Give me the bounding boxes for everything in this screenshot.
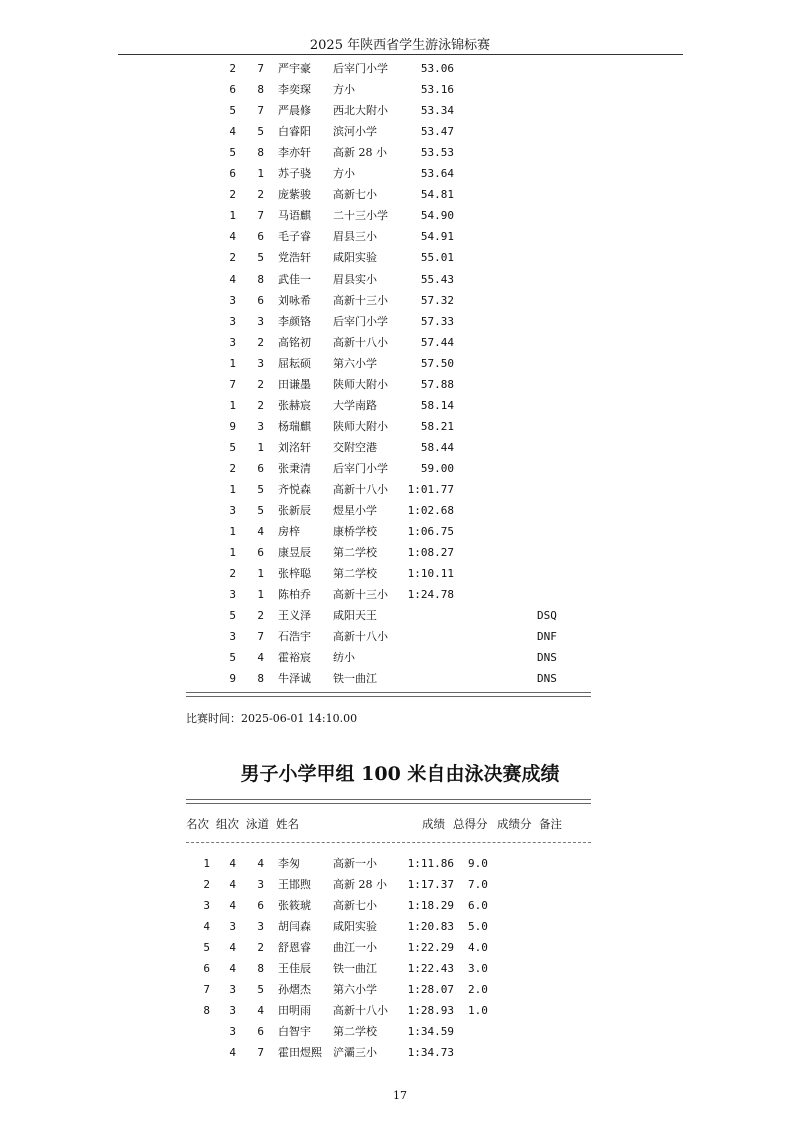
time-cell: 1:34.73 — [407, 1046, 454, 1059]
time-cell: 53.06 — [420, 62, 454, 75]
heat-cell: 4 — [229, 857, 236, 870]
heat-cell: 4 — [229, 1046, 236, 1059]
time-cell: 1:01.77 — [407, 483, 454, 496]
lane-cell: 3 — [257, 314, 264, 328]
lane-cell: 6 — [257, 293, 264, 307]
team-cell: 交附空港 — [333, 440, 377, 454]
rank-cell: 6 — [203, 962, 210, 975]
lane-cell: 2 — [257, 188, 264, 202]
team-cell: 纺小 — [333, 651, 355, 665]
lane-cell: 3 — [257, 356, 264, 370]
team-cell: 高新一小 — [333, 857, 377, 870]
name-cell: 李亦轩 — [278, 146, 311, 160]
table-row — [0, 521, 800, 542]
heat-cell: 6 — [229, 83, 236, 97]
table-row — [0, 853, 800, 874]
name-cell: 张秉清 — [278, 461, 311, 475]
time-cell: 1:08.27 — [407, 546, 454, 560]
lane-cell: 5 — [257, 483, 264, 496]
table-row — [0, 79, 800, 100]
name-cell: 舒恩睿 — [278, 941, 311, 954]
table-row — [0, 121, 800, 142]
team-cell: 陕师大附小 — [333, 419, 388, 433]
time-cell: 1:17.37 — [407, 878, 454, 891]
team-cell: 高新七小 — [333, 899, 377, 912]
name-cell: 严晨修 — [278, 104, 311, 118]
lane-cell: 2 — [257, 377, 264, 391]
heat-cell: 5 — [229, 651, 236, 665]
lane-cell: 3 — [257, 878, 264, 891]
team-cell: 浐灞三小 — [333, 1046, 377, 1059]
team-cell: 第六小学 — [333, 983, 377, 996]
name-cell: 陈柏乔 — [278, 588, 311, 602]
table-row — [0, 874, 800, 895]
time-cell: 58.21 — [420, 419, 454, 433]
time-cell: 53.47 — [420, 125, 454, 139]
heat-cell: 2 — [229, 251, 236, 265]
name-cell: 张赫宸 — [278, 398, 311, 412]
time-cell: 1:02.68 — [407, 504, 454, 518]
team-cell: 咸阳实验 — [333, 251, 377, 265]
time-cell: 57.44 — [420, 335, 454, 349]
time-cell: 57.50 — [420, 356, 454, 370]
name-cell: 毛子睿 — [278, 230, 311, 244]
table-row — [0, 500, 800, 521]
rank-cell: 3 — [203, 899, 210, 912]
heat-cell: 3 — [229, 335, 236, 349]
header-divider — [118, 54, 683, 55]
heat-cell: 9 — [229, 419, 236, 433]
rank-cell: 1 — [203, 857, 210, 870]
col-lane: 泳道 — [246, 817, 269, 831]
name-cell: 刘洺轩 — [278, 440, 311, 454]
time-cell: 59.00 — [420, 461, 454, 475]
name-cell: 屈耘硕 — [278, 356, 311, 370]
match-time: 比赛时间：2025-06-01 14:10.00 — [186, 712, 358, 725]
note-cell: DSQ — [537, 609, 557, 623]
heat-cell: 4 — [229, 230, 236, 244]
lane-cell: 6 — [257, 230, 264, 244]
lane-cell: 4 — [257, 1004, 264, 1017]
lane-cell: 2 — [257, 941, 264, 954]
team-cell: 二十三小学 — [333, 209, 388, 223]
time-cell: 54.90 — [420, 209, 454, 223]
heat-cell: 3 — [229, 504, 236, 518]
heat-cell: 1 — [229, 209, 236, 223]
team-cell: 高新十八小 — [333, 335, 388, 349]
table-row — [0, 1021, 800, 1042]
time-cell: 57.33 — [420, 314, 454, 328]
lane-cell: 7 — [257, 62, 264, 75]
name-cell: 田明雨 — [278, 1004, 311, 1017]
note-cell: DNS — [537, 672, 557, 686]
table-row — [0, 584, 800, 605]
team-cell: 眉县三小 — [333, 230, 377, 244]
table-row — [0, 1042, 800, 1063]
heat-cell: 5 — [229, 146, 236, 160]
double-divider — [186, 692, 591, 697]
name-cell: 孙熠杰 — [278, 983, 311, 996]
points-cell: 9.0 — [468, 857, 488, 870]
table-row — [0, 416, 800, 437]
time-cell: 53.34 — [420, 104, 454, 118]
name-cell: 白智宇 — [278, 1025, 311, 1038]
lane-cell: 2 — [257, 335, 264, 349]
rank-cell: 4 — [203, 920, 210, 933]
lane-cell: 1 — [257, 440, 264, 454]
heat-cell: 5 — [229, 104, 236, 118]
lane-cell: 8 — [257, 83, 264, 97]
lane-cell: 8 — [257, 272, 264, 286]
heat-cell: 7 — [229, 377, 236, 391]
table-row — [0, 311, 800, 332]
table-row — [0, 205, 800, 226]
table-row — [0, 58, 800, 79]
heat-cell: 1 — [229, 483, 236, 496]
heat-cell: 2 — [229, 62, 236, 75]
team-cell: 后宰门小学 — [333, 62, 388, 75]
name-cell: 康昱辰 — [278, 546, 311, 560]
table-row — [0, 1000, 800, 1021]
name-cell: 苏子骁 — [278, 167, 311, 181]
team-cell: 大学南路 — [333, 398, 377, 412]
heat-cell: 5 — [229, 440, 236, 454]
team-cell: 高新七小 — [333, 188, 377, 202]
team-cell: 高新十三小 — [333, 293, 388, 307]
col-heat: 组次 — [216, 817, 239, 831]
lane-cell: 2 — [257, 609, 264, 623]
points-cell: 1.0 — [468, 1004, 488, 1017]
time-cell: 53.16 — [420, 83, 454, 97]
lane-cell: 6 — [257, 546, 264, 560]
table-row — [0, 979, 800, 1000]
name-cell: 李匆 — [278, 857, 300, 870]
name-cell: 庞紫骏 — [278, 188, 311, 202]
name-cell: 张梓聪 — [278, 567, 311, 581]
note-cell: DNF — [537, 630, 557, 644]
name-cell: 杨瑞麒 — [278, 419, 311, 433]
time-cell: 58.44 — [420, 440, 454, 454]
team-cell: 咸阳天王 — [333, 609, 377, 623]
page-header-title: 2025 年陕西省学生游泳锦标赛 — [309, 38, 491, 53]
lane-cell: 6 — [257, 899, 264, 912]
heat-cell: 1 — [229, 398, 236, 412]
lane-cell: 1 — [257, 567, 264, 581]
team-cell: 高新十八小 — [333, 1004, 388, 1017]
table-row — [0, 668, 800, 689]
table-row — [0, 479, 800, 500]
time-cell: 1:34.59 — [407, 1025, 454, 1038]
name-cell: 李颜铬 — [278, 314, 311, 328]
team-cell: 康桥学校 — [333, 525, 377, 539]
team-cell: 方小 — [333, 167, 355, 181]
lane-cell: 4 — [257, 651, 264, 665]
heat-cell: 3 — [229, 983, 236, 996]
heat-cell: 4 — [229, 962, 236, 975]
lane-cell: 1 — [257, 167, 264, 181]
heat-cell: 4 — [229, 272, 236, 286]
name-cell: 刘咏希 — [278, 293, 311, 307]
points-cell: 5.0 — [468, 920, 488, 933]
heat-cell: 1 — [229, 525, 236, 539]
points-cell: 2.0 — [468, 983, 488, 996]
table-row — [0, 647, 800, 668]
lane-cell: 7 — [257, 1046, 264, 1059]
table-row — [0, 916, 800, 937]
name-cell: 李奕琛 — [278, 83, 311, 97]
heat-cell: 3 — [229, 314, 236, 328]
time-cell: 58.14 — [420, 398, 454, 412]
lane-cell: 6 — [257, 1025, 264, 1038]
heat-cell: 3 — [229, 920, 236, 933]
team-cell: 高新 28 小 — [333, 146, 387, 160]
table-row — [0, 437, 800, 458]
time-cell: 1:18.29 — [407, 899, 454, 912]
double-divider — [186, 799, 591, 804]
name-cell: 王佳辰 — [278, 962, 311, 975]
note-cell: DNS — [537, 651, 557, 665]
heat-cell: 4 — [229, 125, 236, 139]
team-cell: 第二学校 — [333, 546, 377, 560]
table-row — [0, 184, 800, 205]
time-cell: 1:20.83 — [407, 920, 454, 933]
name-cell: 房梓 — [278, 525, 300, 539]
table-row — [0, 626, 800, 647]
time-cell: 1:28.07 — [407, 983, 454, 996]
time-cell: 54.81 — [420, 188, 454, 202]
table-row — [0, 958, 800, 979]
lane-cell: 7 — [257, 630, 264, 644]
table-row — [0, 395, 800, 416]
heat-cell: 4 — [229, 941, 236, 954]
col-score: 成绩分 — [497, 817, 532, 831]
points-cell: 4.0 — [468, 941, 488, 954]
heat-cell: 4 — [229, 878, 236, 891]
team-cell: 高新十八小 — [333, 630, 388, 644]
event-title: 男子小学甲组 100 米自由泳决赛成绩 — [240, 763, 560, 785]
name-cell: 张筱琥 — [278, 899, 311, 912]
table-row — [0, 142, 800, 163]
lane-cell: 8 — [257, 146, 264, 160]
table-row — [0, 226, 800, 247]
lane-cell: 8 — [257, 962, 264, 975]
name-cell: 霍裕宸 — [278, 651, 311, 665]
lane-cell: 5 — [257, 504, 264, 518]
time-cell: 1:24.78 — [407, 588, 454, 602]
time-cell: 57.88 — [420, 377, 454, 391]
table-row — [0, 563, 800, 584]
heat-cell: 3 — [229, 630, 236, 644]
table-row — [0, 895, 800, 916]
table-row — [0, 247, 800, 268]
team-cell: 高新十八小 — [333, 483, 388, 496]
table-row — [0, 937, 800, 958]
lane-cell: 1 — [257, 588, 264, 602]
heat-cell: 3 — [229, 293, 236, 307]
table-row — [0, 100, 800, 121]
time-cell: 55.43 — [420, 272, 454, 286]
name-cell: 马语麒 — [278, 209, 311, 223]
time-cell: 1:28.93 — [407, 1004, 454, 1017]
team-cell: 第二学校 — [333, 1025, 377, 1038]
name-cell: 党浩轩 — [278, 251, 311, 265]
team-cell: 第六小学 — [333, 356, 377, 370]
name-cell: 胡闫森 — [278, 920, 311, 933]
team-cell: 铁一曲江 — [333, 962, 377, 975]
time-cell: 1:10.11 — [407, 567, 454, 581]
table-row — [0, 458, 800, 479]
team-cell: 铁一曲江 — [333, 672, 377, 686]
points-cell: 3.0 — [468, 962, 488, 975]
heat-cell: 1 — [229, 546, 236, 560]
rank-cell: 2 — [203, 878, 210, 891]
name-cell: 王义泽 — [278, 609, 311, 623]
name-cell: 田谦墨 — [278, 377, 311, 391]
lane-cell: 7 — [257, 104, 264, 118]
col-time: 成绩 — [422, 817, 445, 831]
team-cell: 西北大附小 — [333, 104, 388, 118]
team-cell: 第二学校 — [333, 567, 377, 581]
name-cell: 白睿阳 — [278, 125, 311, 139]
col-name: 姓名 — [276, 817, 299, 831]
team-cell: 滨河小学 — [333, 125, 377, 139]
name-cell: 齐悦森 — [278, 483, 311, 496]
time-cell: 1:22.29 — [407, 941, 454, 954]
name-cell: 严宇豪 — [278, 62, 311, 75]
team-cell: 咸阳实验 — [333, 920, 377, 933]
heat-cell: 1 — [229, 356, 236, 370]
table-row — [0, 374, 800, 395]
time-cell: 53.64 — [420, 167, 454, 181]
lane-cell: 2 — [257, 398, 264, 412]
dashed-divider — [186, 842, 591, 843]
lane-cell: 6 — [257, 461, 264, 475]
points-cell: 7.0 — [468, 878, 488, 891]
heat-cell: 2 — [229, 461, 236, 475]
page-number: 17 — [393, 1089, 407, 1102]
table-row — [0, 163, 800, 184]
time-cell: 1:22.43 — [407, 962, 454, 975]
rank-cell: 8 — [203, 1004, 210, 1017]
name-cell: 石浩宇 — [278, 630, 311, 644]
team-cell: 高新 28 小 — [333, 878, 387, 891]
lane-cell: 3 — [257, 920, 264, 933]
col-rank: 名次 — [186, 817, 209, 831]
time-cell: 55.01 — [420, 251, 454, 265]
heat-cell: 5 — [229, 609, 236, 623]
name-cell: 霍田煜熙 — [278, 1046, 322, 1059]
team-cell: 煜星小学 — [333, 504, 377, 518]
team-cell: 方小 — [333, 83, 355, 97]
name-cell: 王邯煦 — [278, 878, 311, 891]
table-row — [0, 353, 800, 374]
heat-cell: 3 — [229, 588, 236, 602]
time-cell: 57.32 — [420, 293, 454, 307]
team-cell: 后宰门小学 — [333, 314, 388, 328]
heat-cell: 6 — [229, 167, 236, 181]
table-row — [0, 332, 800, 353]
heat-cell: 2 — [229, 567, 236, 581]
name-cell: 张新辰 — [278, 504, 311, 518]
col-note: 备注 — [539, 817, 562, 831]
lane-cell: 7 — [257, 209, 264, 223]
lane-cell: 5 — [257, 983, 264, 996]
rank-cell: 5 — [203, 941, 210, 954]
name-cell: 牛泽诚 — [278, 672, 311, 686]
heat-cell: 3 — [229, 1004, 236, 1017]
name-cell: 武佳一 — [278, 272, 311, 286]
heat-cell: 4 — [229, 899, 236, 912]
lane-cell: 4 — [257, 525, 264, 539]
table-row — [0, 542, 800, 563]
heat-cell: 2 — [229, 188, 236, 202]
lane-cell: 8 — [257, 672, 264, 686]
team-cell: 后宰门小学 — [333, 461, 388, 475]
time-cell: 53.53 — [420, 146, 454, 160]
col-total: 总得分 — [453, 817, 488, 831]
team-cell: 陕师大附小 — [333, 377, 388, 391]
team-cell: 高新十三小 — [333, 588, 388, 602]
heat-cell: 3 — [229, 1025, 236, 1038]
team-cell: 眉县实小 — [333, 272, 377, 286]
rank-cell: 7 — [203, 983, 210, 996]
team-cell: 曲江一小 — [333, 941, 377, 954]
points-cell: 6.0 — [468, 899, 488, 912]
time-cell: 1:06.75 — [407, 525, 454, 539]
lane-cell: 5 — [257, 251, 264, 265]
time-cell: 1:11.86 — [407, 857, 454, 870]
lane-cell: 5 — [257, 125, 264, 139]
table-row — [0, 290, 800, 311]
lane-cell: 4 — [257, 857, 264, 870]
heat-cell: 9 — [229, 672, 236, 686]
table-row — [0, 269, 800, 290]
lane-cell: 3 — [257, 419, 264, 433]
table-row — [0, 605, 800, 626]
name-cell: 高铭初 — [278, 335, 311, 349]
time-cell: 54.91 — [420, 230, 454, 244]
